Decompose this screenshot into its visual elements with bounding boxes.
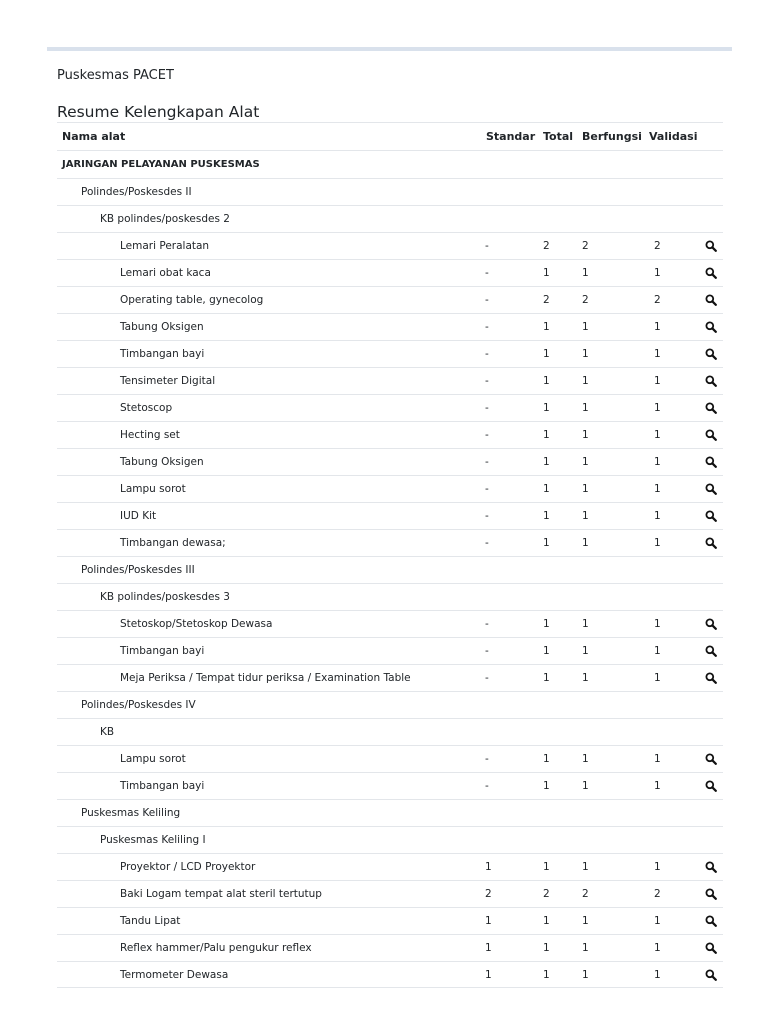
total-value: 1	[543, 861, 550, 873]
search-icon	[705, 942, 717, 954]
validasi-value: 1	[654, 968, 661, 981]
column-header-berfungsi: Berfungsi	[582, 130, 642, 143]
search-icon	[705, 888, 717, 900]
berfungsi-value: 1	[582, 321, 589, 333]
section-label: JARINGAN PELAYANAN PUSKESMAS	[62, 159, 260, 170]
view-detail-button[interactable]	[705, 773, 717, 799]
total-value: 2	[543, 240, 550, 252]
group-label: Polindes/Poskesdes III	[81, 564, 195, 576]
table-row	[57, 475, 723, 502]
standar-value: -	[485, 645, 489, 657]
equipment-name: Timbangan dewasa;	[120, 537, 226, 549]
total-value: 1	[543, 672, 550, 684]
equipment-name: Tandu Lipat	[120, 915, 181, 927]
total-value: 1	[543, 321, 550, 333]
group-row	[57, 205, 723, 232]
equipment-name: Termometer Dewasa	[120, 968, 229, 981]
search-icon	[705, 348, 717, 360]
view-detail-button[interactable]	[705, 881, 717, 907]
berfungsi-value: 2	[582, 294, 589, 306]
berfungsi-value: 1	[582, 618, 589, 630]
search-icon	[705, 321, 717, 333]
berfungsi-value: 1	[582, 429, 589, 441]
total-value: 1	[543, 456, 550, 468]
berfungsi-value: 1	[582, 780, 589, 792]
equipment-table	[57, 122, 723, 988]
search-icon	[705, 861, 717, 873]
group-row	[57, 556, 723, 583]
table-row	[57, 286, 723, 313]
view-detail-button[interactable]	[705, 638, 717, 664]
table-row	[57, 394, 723, 421]
validasi-value: 1	[654, 348, 661, 360]
view-detail-button[interactable]	[705, 908, 717, 934]
table-row	[57, 367, 723, 394]
total-value: 1	[543, 375, 550, 387]
search-icon	[705, 618, 717, 630]
group-row	[57, 178, 723, 205]
equipment-name: Tabung Oksigen	[120, 321, 204, 333]
search-icon	[705, 402, 717, 414]
equipment-name: Meja Periksa / Tempat tidur periksa / Examination Table	[120, 672, 411, 684]
validasi-value: 1	[654, 780, 661, 792]
standar-value: -	[485, 672, 489, 684]
equipment-name: Lemari obat kaca	[120, 267, 211, 279]
validasi-value: 2	[654, 888, 661, 900]
equipment-name: Lampu sorot	[120, 753, 186, 765]
berfungsi-value: 1	[582, 402, 589, 414]
validasi-value: 1	[654, 861, 661, 873]
group-row	[57, 691, 723, 718]
table-row	[57, 907, 723, 934]
berfungsi-value: 1	[582, 753, 589, 765]
standar-value: 1	[485, 968, 492, 981]
view-detail-button[interactable]	[705, 935, 717, 961]
column-header-total: Total	[543, 130, 574, 143]
standar-value: -	[485, 483, 489, 495]
view-detail-button[interactable]	[705, 260, 717, 286]
group-row	[57, 718, 723, 745]
equipment-name: Tabung Oksigen	[120, 456, 204, 468]
view-detail-button[interactable]	[705, 854, 717, 880]
berfungsi-value: 1	[582, 483, 589, 495]
table-row	[57, 880, 723, 907]
facility-name: Puskesmas PACET	[57, 68, 174, 83]
total-value: 2	[543, 888, 550, 900]
view-detail-button[interactable]	[705, 422, 717, 448]
table-row	[57, 421, 723, 448]
standar-value: -	[485, 753, 489, 765]
group-label: Puskesmas Keliling	[81, 807, 181, 819]
standar-value: -	[485, 267, 489, 279]
berfungsi-value: 2	[582, 888, 589, 900]
standar-value: -	[485, 456, 489, 468]
group-row	[57, 799, 723, 826]
validasi-value: 1	[654, 429, 661, 441]
validasi-value: 1	[654, 375, 661, 387]
berfungsi-value: 1	[582, 267, 589, 279]
group-label: Puskesmas Keliling I	[100, 834, 206, 846]
standar-value: -	[485, 429, 489, 441]
standar-value: -	[485, 321, 489, 333]
total-value: 1	[543, 942, 550, 954]
standar-value: -	[485, 510, 489, 522]
total-value: 1	[543, 645, 550, 657]
table-header	[57, 122, 723, 150]
validasi-value: 2	[654, 240, 661, 252]
search-icon	[705, 780, 717, 792]
view-detail-button[interactable]	[705, 449, 717, 475]
search-icon	[705, 915, 717, 927]
standar-value: 1	[485, 861, 492, 873]
view-detail-button[interactable]	[705, 395, 717, 421]
validasi-value: 1	[654, 483, 661, 495]
search-icon	[705, 645, 717, 657]
view-detail-button[interactable]	[705, 530, 717, 556]
berfungsi-value: 1	[582, 915, 589, 927]
total-value: 2	[543, 294, 550, 306]
table-row	[57, 448, 723, 475]
equipment-name: Operating table, gynecolog	[120, 294, 264, 306]
group-label: Polindes/Poskesdes II	[81, 186, 192, 198]
top-divider-bar	[47, 47, 732, 51]
standar-value: -	[485, 402, 489, 414]
group-label: Polindes/Poskesdes IV	[81, 699, 196, 711]
page-title: Resume Kelengkapan Alat	[57, 103, 260, 121]
table-row	[57, 502, 723, 529]
total-value: 1	[543, 267, 550, 279]
total-value: 1	[543, 402, 550, 414]
standar-value: -	[485, 240, 489, 252]
validasi-value: 1	[654, 510, 661, 522]
section-row	[57, 150, 723, 178]
validasi-value: 1	[654, 267, 661, 279]
standar-value: -	[485, 348, 489, 360]
table-row	[57, 529, 723, 556]
standar-value: -	[485, 618, 489, 630]
standar-value: -	[485, 375, 489, 387]
view-detail-button[interactable]	[705, 611, 717, 637]
search-icon	[705, 969, 717, 981]
total-value: 1	[543, 618, 550, 630]
search-icon	[705, 375, 717, 387]
equipment-name: Timbangan bayi	[120, 645, 205, 657]
table-row	[57, 313, 723, 340]
column-header-name: Nama alat	[62, 130, 126, 143]
view-detail-button[interactable]	[705, 287, 717, 313]
validasi-value: 1	[654, 537, 661, 549]
view-detail-button[interactable]	[705, 314, 717, 340]
table-row	[57, 934, 723, 961]
equipment-name: Stetoskop/Stetoskop Dewasa	[120, 618, 273, 630]
validasi-value: 1	[654, 645, 661, 657]
standar-value: -	[485, 294, 489, 306]
berfungsi-value: 1	[582, 510, 589, 522]
validasi-value: 1	[654, 915, 661, 927]
table-row	[57, 853, 723, 880]
table-row	[57, 610, 723, 637]
total-value: 1	[543, 915, 550, 927]
equipment-name: Hecting set	[120, 429, 180, 441]
total-value: 1	[543, 429, 550, 441]
standar-value: -	[485, 537, 489, 549]
search-icon	[705, 753, 717, 765]
berfungsi-value: 1	[582, 645, 589, 657]
search-icon	[705, 429, 717, 441]
search-icon	[705, 537, 717, 549]
group-label: KB polindes/poskesdes 2	[100, 213, 230, 225]
column-header-standar: Standar	[486, 130, 536, 143]
view-detail-button[interactable]	[705, 476, 717, 502]
group-row	[57, 583, 723, 610]
equipment-name: IUD Kit	[120, 510, 157, 522]
search-icon	[705, 672, 717, 684]
equipment-name: Reflex hammer/Palu pengukur reflex	[120, 942, 312, 954]
column-header-validasi: Validasi	[649, 130, 698, 143]
total-value: 1	[543, 968, 550, 981]
validasi-value: 1	[654, 618, 661, 630]
equipment-name: Tensimeter Digital	[120, 375, 216, 387]
validasi-value: 1	[654, 402, 661, 414]
search-icon	[705, 267, 717, 279]
view-detail-button[interactable]	[705, 503, 717, 529]
berfungsi-value: 1	[582, 375, 589, 387]
table-row	[57, 664, 723, 691]
standar-value: -	[485, 780, 489, 792]
berfungsi-value: 1	[582, 861, 589, 873]
search-icon	[705, 483, 717, 495]
table-row	[57, 232, 723, 259]
standar-value: 2	[485, 888, 492, 900]
validasi-value: 2	[654, 294, 661, 306]
total-value: 1	[543, 510, 550, 522]
view-detail-button[interactable]	[705, 962, 717, 987]
standar-value: 1	[485, 915, 492, 927]
search-icon	[705, 510, 717, 522]
view-detail-button[interactable]	[705, 665, 717, 691]
berfungsi-value: 1	[582, 672, 589, 684]
equipment-name: Baki Logam tempat alat steril tertutup	[120, 888, 322, 900]
view-detail-button[interactable]	[705, 746, 717, 772]
validasi-value: 1	[654, 321, 661, 333]
table-row	[57, 637, 723, 664]
berfungsi-value: 1	[582, 942, 589, 954]
standar-value: 1	[485, 942, 492, 954]
total-value: 1	[543, 780, 550, 792]
total-value: 1	[543, 537, 550, 549]
search-icon	[705, 294, 717, 306]
view-detail-button[interactable]	[705, 233, 717, 259]
equipment-name: Stetoscop	[120, 402, 173, 414]
total-value: 1	[543, 348, 550, 360]
group-label: KB	[100, 726, 115, 738]
table-row	[57, 340, 723, 367]
group-row	[57, 826, 723, 853]
equipment-name: Proyektor / LCD Proyektor	[120, 861, 256, 873]
berfungsi-value: 2	[582, 240, 589, 252]
equipment-name: Timbangan bayi	[120, 348, 205, 360]
berfungsi-value: 1	[582, 537, 589, 549]
table-row	[57, 745, 723, 772]
equipment-name: Timbangan bayi	[120, 780, 205, 792]
equipment-name: Lampu sorot	[120, 483, 186, 495]
search-icon	[705, 240, 717, 252]
total-value: 1	[543, 483, 550, 495]
table-row	[57, 772, 723, 799]
validasi-value: 1	[654, 942, 661, 954]
validasi-value: 1	[654, 456, 661, 468]
view-detail-button[interactable]	[705, 368, 717, 394]
berfungsi-value: 1	[582, 968, 589, 981]
equipment-name: Lemari Peralatan	[120, 240, 210, 252]
table-row	[57, 961, 723, 988]
berfungsi-value: 1	[582, 348, 589, 360]
table-row	[57, 259, 723, 286]
validasi-value: 1	[654, 672, 661, 684]
validasi-value: 1	[654, 753, 661, 765]
berfungsi-value: 1	[582, 456, 589, 468]
table-body	[57, 150, 723, 988]
view-detail-button[interactable]	[705, 341, 717, 367]
group-label: KB polindes/poskesdes 3	[100, 591, 230, 603]
total-value: 1	[543, 753, 550, 765]
search-icon	[705, 456, 717, 468]
